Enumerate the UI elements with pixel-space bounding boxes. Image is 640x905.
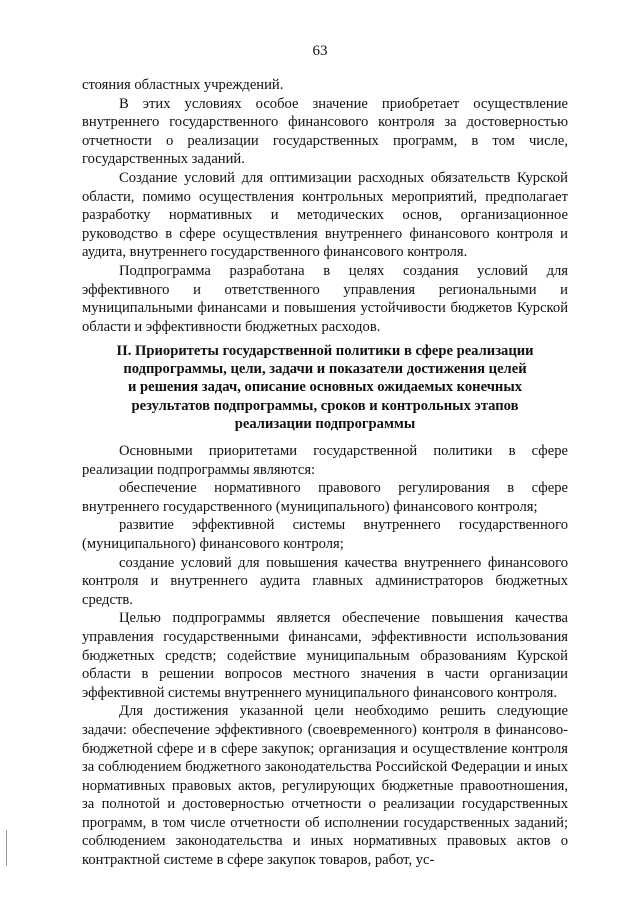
paragraph: Целью подпрограммы является обеспечение повышения качества управления государственными финансами, эффективности использования бюджетных средств; содействие муниципальным образованиям Курской области в решении вопросов местного значения в части организации эффективной системы внутреннего муниципального финансового контроля. — [82, 610, 568, 701]
paragraph: Основными приоритетами государственной политики в сфере реализации подпрограммы являются: — [82, 443, 568, 478]
paragraph: Создание условий для оптимизации расходных обязательств Курской области, помимо осуществления контрольных мероприятий, предполагает разработку нормативных и методических основ, организационное руководство в сфере осуществления внутреннего финансового контроля и аудита, внутреннего государственного финансового контроля. — [82, 169, 568, 261]
page-number: 63 — [312, 43, 328, 59]
heading-line: реализации подпрограммы — [234, 415, 416, 432]
section-heading — [82, 342, 568, 433]
intro-text-block — [82, 76, 568, 336]
heading-line: результатов подпрограммы, сроков и контрольных этапов — [131, 397, 519, 414]
paragraph: В этих условиях особое значение приобретает осуществление внутреннего государственного финансового контроля за достоверностью отчетности о реализации государственных программ, в том числе, государственных заданий. — [82, 95, 568, 168]
heading-line: II. Приоритеты государственной политики в сфере реализации — [116, 343, 534, 359]
list-item: развитие эффективной системы внутреннего государственного (муниципального) финансового контроля; — [82, 517, 568, 552]
paragraph: Для достижения указанной цели необходимо решить следующие задачи: обеспечение эффективного (своевременного) контроля в финансово-бюджетной сфере и в сфере закупок; организация и осуществление контроля за соблюдением бюджетного законодательства Российской Федерации и иных нормативных правовых актов, регулирующих бюджетные правоотношения, за полнотой и достоверностью отчетности о реализации государственных программ, в том числе отчетности об исполнении государственных заданий; соблюдением законодательства и иных нормативных правовых актов о контрактной системе в сфере закупок товаров, работ, ус- — [82, 703, 568, 869]
list-item: создание условий для повышения качества внутреннего финансового контроля и внутреннего аудита главных администраторов бюджетных средств. — [82, 554, 568, 608]
heading-line: подпрограммы, цели, задачи и показатели достижения целей — [123, 361, 527, 378]
heading-line: и решения задач, описание основных ожидаемых конечных — [127, 379, 523, 396]
scan-edge-mark — [6, 830, 7, 866]
body-text-block — [82, 442, 568, 870]
paragraph: Подпрограмма разработана в целях создания условий для эффективного и ответственного управления региональными и муниципальными финансами и повышения устойчивости бюджетов Курской области и эффективности бюджетных расходов. — [82, 262, 568, 335]
paragraph-continuation: стояния областных учреждений. — [82, 77, 284, 93]
list-item: обеспечение нормативного правового регулирования в сфере внутреннего государственного (муниципального) финансового контроля; — [82, 480, 568, 515]
